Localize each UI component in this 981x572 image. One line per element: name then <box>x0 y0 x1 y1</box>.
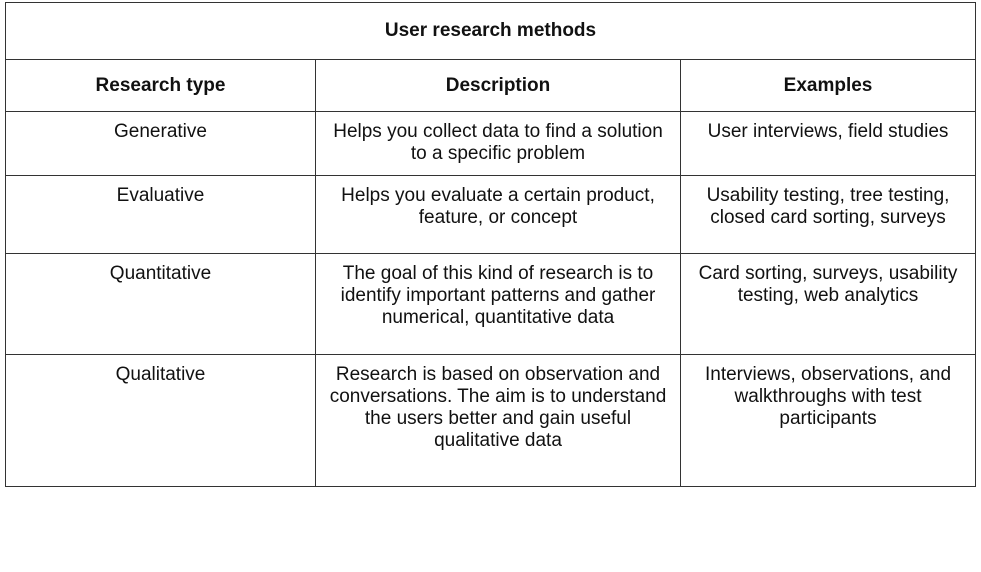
table-row <box>6 355 976 487</box>
cell-research-type: Evaluative <box>6 176 316 254</box>
cell-description: Research is based on observation and conversations. The aim is to understand the users better and gain useful qualitative data <box>316 355 681 487</box>
column-header-examples: Examples <box>681 60 976 112</box>
cell-description: Helps you evaluate a certain product, feature, or concept <box>316 176 681 254</box>
cell-examples: Card sorting, surveys, usability testing, web analytics <box>681 254 976 355</box>
table-title: User research methods <box>6 3 976 60</box>
column-header-research-type: Research type <box>6 60 316 112</box>
cell-examples: User interviews, field studies <box>681 112 976 176</box>
cell-description: Helps you collect data to find a solution to a specific problem <box>316 112 681 176</box>
table-row <box>6 112 976 176</box>
research-methods-table <box>5 2 976 487</box>
cell-research-type: Generative <box>6 112 316 176</box>
table-header-row <box>6 60 976 112</box>
column-header-description: Description <box>316 60 681 112</box>
cell-research-type: Quantitative <box>6 254 316 355</box>
research-methods-table-wrapper <box>5 2 976 487</box>
cell-examples: Interviews, observations, and walkthroughs with test participants <box>681 355 976 487</box>
cell-description: The goal of this kind of research is to identify important patterns and gather numerical, quantitative data <box>316 254 681 355</box>
table-row <box>6 254 976 355</box>
table-title-row <box>6 3 976 60</box>
cell-examples: Usability testing, tree testing, closed card sorting, surveys <box>681 176 976 254</box>
cell-research-type: Qualitative <box>6 355 316 487</box>
table-row <box>6 176 976 254</box>
